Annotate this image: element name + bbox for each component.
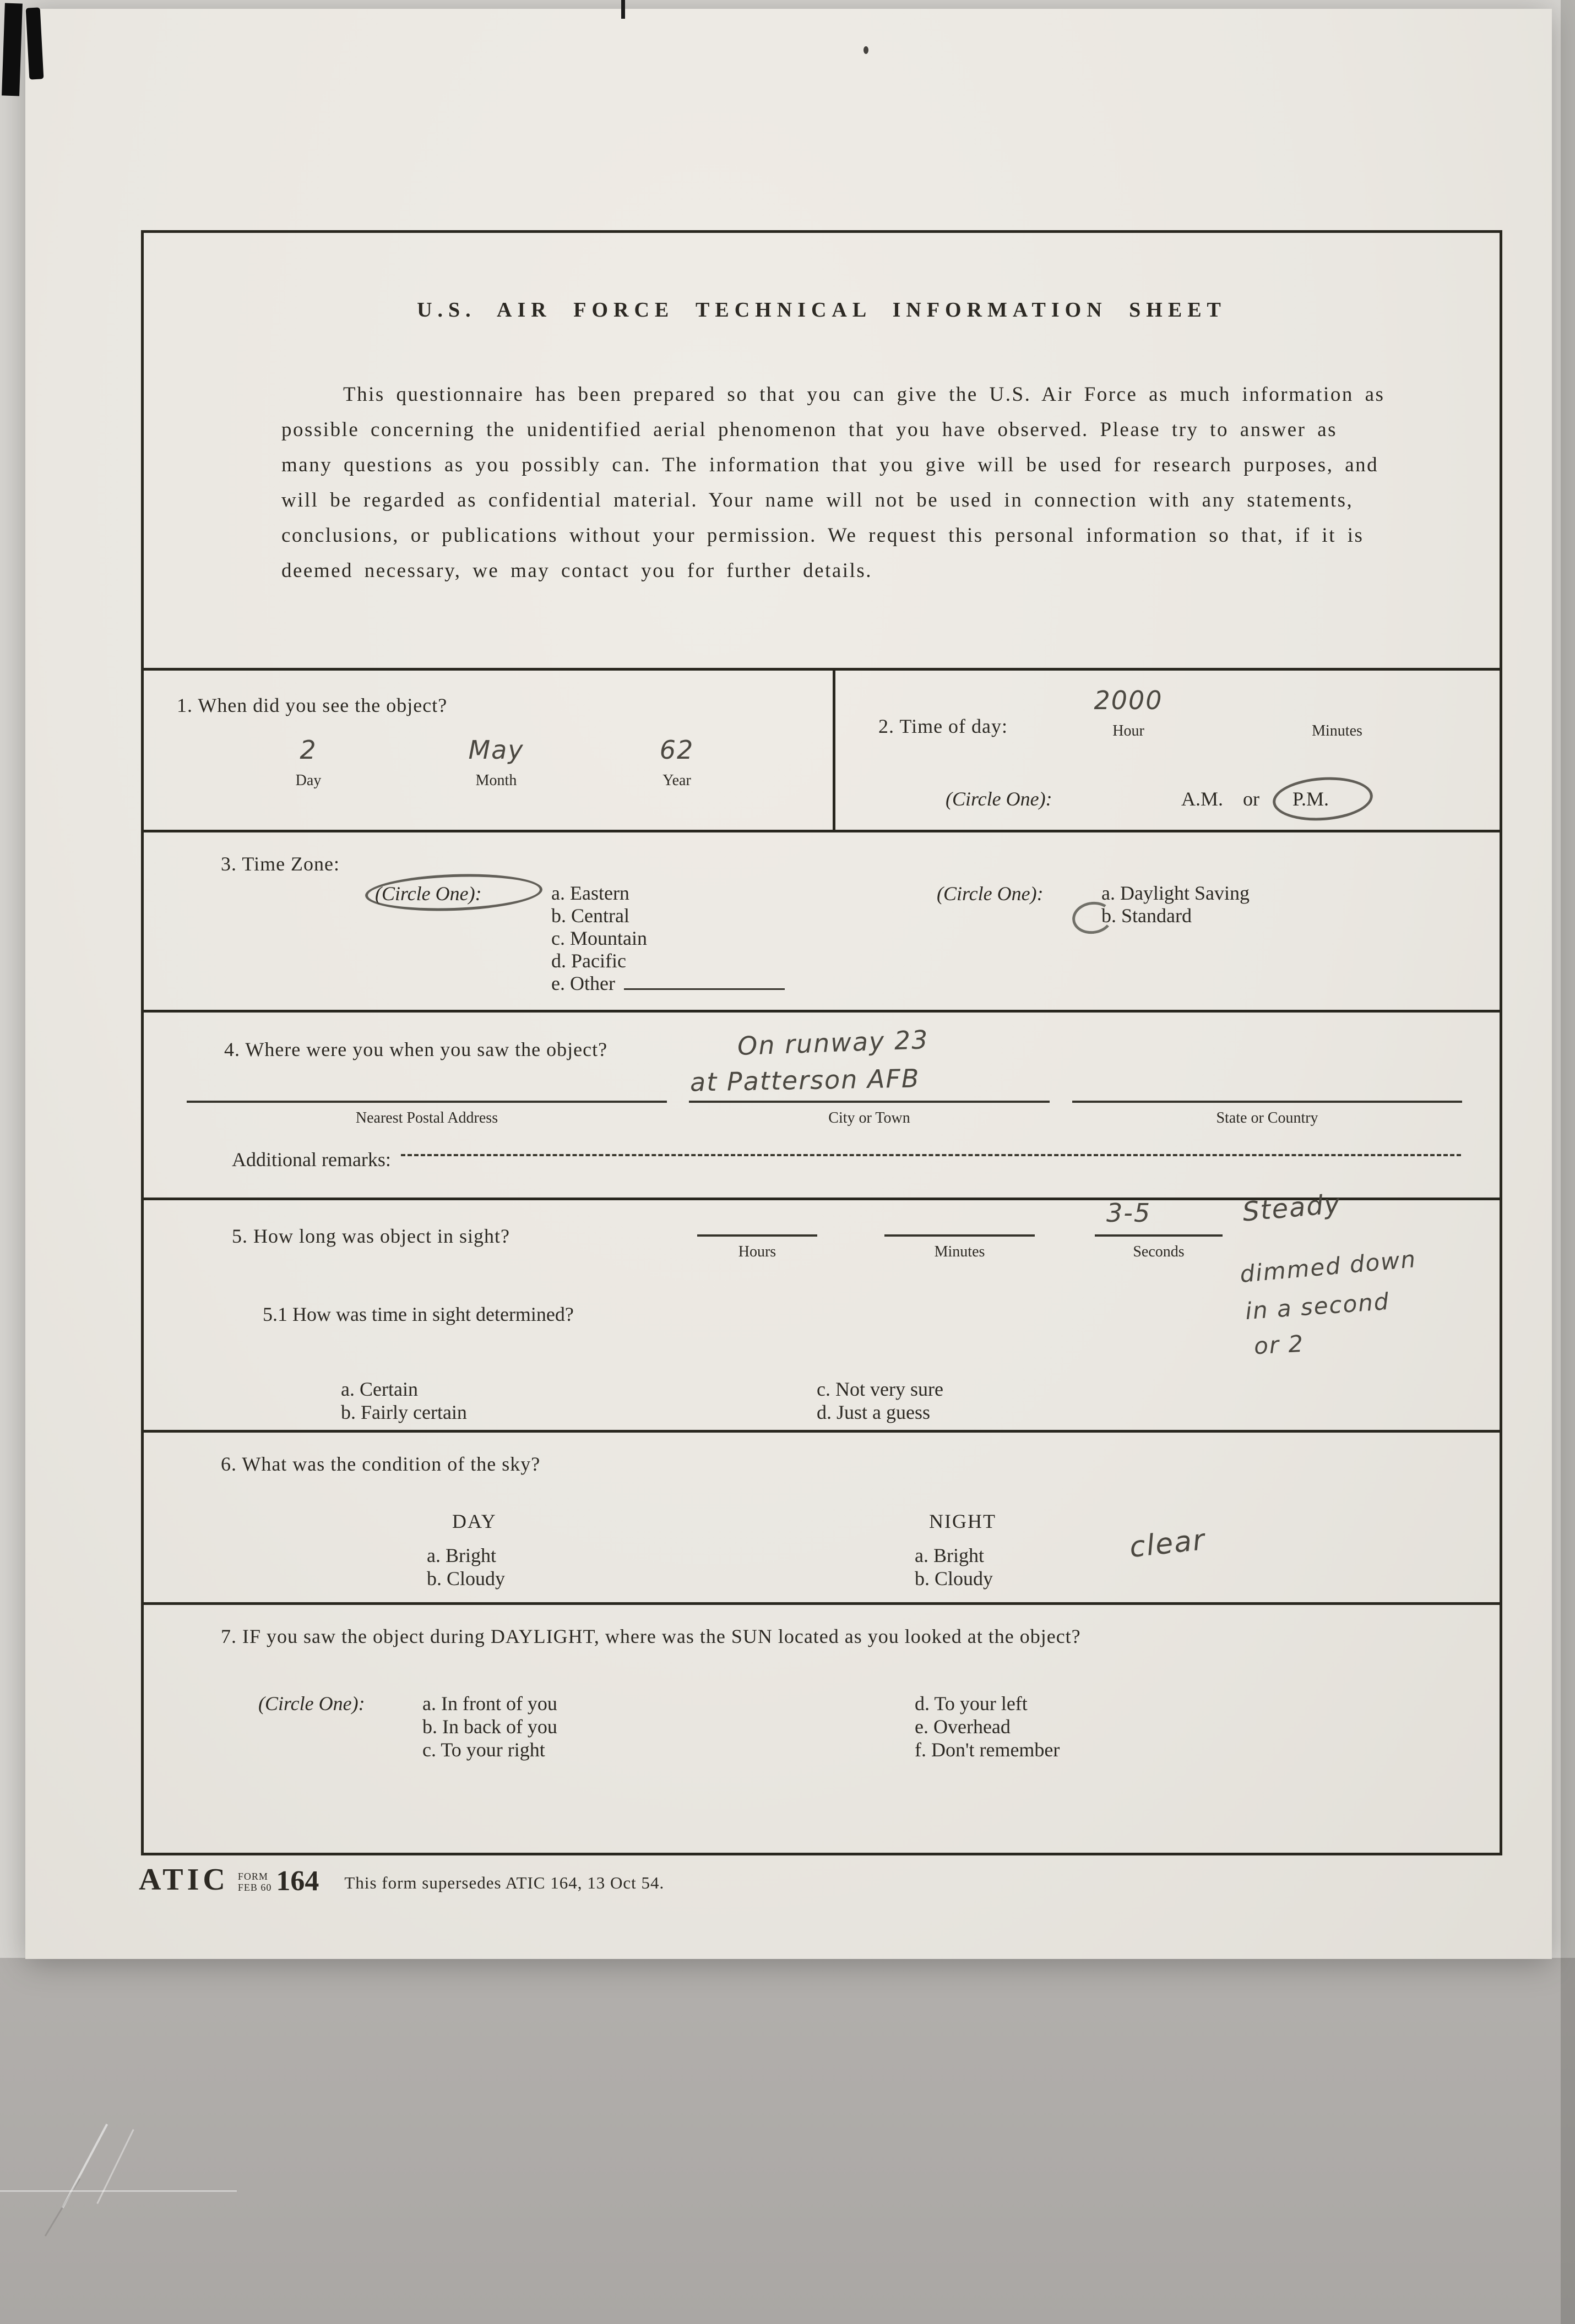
handwritten-note-line2: in a second <box>1244 1287 1391 1325</box>
night-column-header: NIGHT <box>929 1510 996 1532</box>
footer-form-number: 164 <box>276 1865 319 1897</box>
address-field-label: Nearest Postal Address <box>355 1109 498 1126</box>
option-fairly-certain: b. Fairly certain <box>341 1401 467 1423</box>
day-option-cloudy: b. Cloudy <box>427 1568 506 1590</box>
timezone-option-pacific: d. Pacific <box>551 950 626 972</box>
minutes-underline <box>884 1234 1035 1237</box>
minutes-field <box>1274 683 1400 740</box>
state-underline <box>1072 1101 1462 1103</box>
night-option-cloudy: b. Cloudy <box>915 1568 993 1590</box>
location-handwritten-line1: On runway 23 <box>737 1024 930 1062</box>
footer-form-word: FORM <box>237 1871 268 1882</box>
seconds-underline <box>1095 1234 1223 1237</box>
timezone-option-central: b. Central <box>551 905 629 927</box>
circle-one-instruction: (Circle One): <box>946 788 1052 810</box>
option-dont-remember: f. Don't remember <box>915 1739 1060 1761</box>
city-underline <box>689 1101 1050 1103</box>
minutes-handwritten-value <box>1274 683 1400 718</box>
option-just-a-guess: d. Just a guess <box>817 1401 930 1423</box>
month-field <box>406 732 586 790</box>
timezone-options <box>551 882 785 995</box>
question-1-cell <box>144 671 835 830</box>
question-3-section <box>144 832 1500 1013</box>
paper-crease <box>96 2129 134 2204</box>
option-overhead: e. Overhead <box>915 1716 1011 1738</box>
question-3-label: 3. Time Zone: <box>221 853 340 875</box>
option-in-front: a. In front of you <box>422 1692 557 1715</box>
question-7-section <box>144 1605 1500 1853</box>
form-footer <box>139 1862 664 1897</box>
city-field-label: City or Town <box>828 1109 910 1126</box>
scan-artifact-blob <box>2 3 23 96</box>
minutes-field-label: Minutes <box>934 1243 985 1260</box>
option-not-very-sure: c. Not very sure <box>817 1378 943 1400</box>
circle-one-instruction: (Circle One): <box>258 1692 365 1715</box>
paper-crease <box>45 2178 80 2236</box>
hour-field-label: Hour <box>1112 722 1144 739</box>
scan-edge-shadow <box>1561 0 1575 2324</box>
additional-remarks-row <box>232 1148 1461 1171</box>
time-handwritten-value: 2000 <box>1094 685 1163 715</box>
sun-position-options-right <box>915 1692 1060 1761</box>
footer-form-date: FEB 60 <box>237 1882 272 1893</box>
night-option-bright: a. Bright <box>915 1544 984 1566</box>
hour-field <box>1055 683 1202 740</box>
paper-crease <box>0 2190 237 2192</box>
certainty-options-left <box>341 1378 467 1424</box>
scan-artifact-tick <box>621 0 625 19</box>
footer-form-stack <box>238 1871 272 1893</box>
other-underline <box>624 988 785 990</box>
day-handwritten-value: 2 <box>300 735 317 765</box>
or-text: or <box>1243 788 1259 810</box>
handwritten-note-line1: dimmed down <box>1239 1245 1418 1288</box>
day-field-label: Day <box>295 772 322 789</box>
year-field <box>616 732 737 790</box>
circle-one-instruction: (Circle One): <box>937 883 1044 905</box>
location-handwritten-line2: at Patterson AFB <box>689 1063 920 1097</box>
option-certain: a. Certain <box>341 1378 418 1400</box>
form-border-box <box>141 230 1502 1855</box>
question-5-section <box>144 1188 1500 1433</box>
question-4-section <box>144 1013 1500 1200</box>
question-6-section <box>144 1433 1500 1605</box>
question-5-label: 5. How long was object in sight? <box>232 1225 510 1247</box>
day-column-header: DAY <box>452 1510 497 1532</box>
question-4-label: 4. Where were you when you saw the object? <box>224 1038 608 1060</box>
day-option-bright: a. Bright <box>427 1544 496 1566</box>
option-in-back: b. In back of you <box>422 1716 557 1738</box>
form-header-section <box>144 233 1500 671</box>
hours-underline <box>697 1234 817 1237</box>
additional-remarks-label: Additional remarks: <box>232 1149 391 1171</box>
year-handwritten-value: 62 <box>659 735 694 765</box>
option-to-right: c. To your right <box>422 1739 545 1761</box>
state-field-label: State or Country <box>1216 1109 1318 1126</box>
option-to-left: d. To your left <box>915 1692 1028 1715</box>
seconds-field-label: Seconds <box>1133 1243 1185 1260</box>
footer-agency: ATIC <box>139 1863 229 1897</box>
night-sky-options <box>915 1544 993 1590</box>
option-standard: b. Standard <box>1101 905 1192 927</box>
seconds-handwritten-value: 3-5 <box>1106 1198 1152 1228</box>
scan-artifact-dot <box>863 46 868 54</box>
footer-supersedes-note: This form supersedes ATIC 164, 13 Oct 54. <box>344 1873 665 1892</box>
timezone-option-mountain: c. Mountain <box>551 927 647 949</box>
address-underline <box>187 1101 667 1103</box>
day-sky-options <box>427 1544 505 1590</box>
pm-circled-mark <box>1272 774 1375 824</box>
timezone-option-eastern: a. Eastern <box>551 882 629 904</box>
circle-one-instruction: (Circle One): <box>375 883 482 905</box>
sky-handwritten-answer: clear <box>1128 1523 1208 1565</box>
question-7-label: 7. IF you saw the object during DAYLIGHT, where was the SUN located as you looked at the object? <box>221 1625 1081 1647</box>
sun-position-options-left <box>422 1692 557 1761</box>
handwritten-note-steady: Steady <box>1241 1188 1343 1228</box>
timezone-circled-mark <box>365 871 543 913</box>
day-field <box>241 732 376 790</box>
am-option: A.M. <box>1181 788 1224 810</box>
question-2-cell <box>835 671 1500 830</box>
option-daylight-saving: a. Daylight Saving <box>1101 882 1250 904</box>
hours-field-label: Hours <box>738 1243 776 1260</box>
remarks-dashed-line <box>401 1154 1461 1156</box>
question-5-1-label: 5.1 How was time in sight determined? <box>263 1303 574 1325</box>
form-intro-paragraph: This questionnaire has been prepared so that you can give the U.S. Air Force as much information as possible concerning the unidentified aerial phenomenon that you have observed. Please try to answer as many questions as you possibly can. The information that you give will be used for research purposes, and will be regarded as confidential material. Your name will not be used in connection with any statements, conclusions, or publications without your permission. We request this personal information so that, if it is deemed necessary, we may contact you for further details. <box>281 383 1385 582</box>
question-6-label: 6. What was the condition of the sky? <box>221 1453 541 1475</box>
pm-option: P.M. <box>1292 788 1329 810</box>
form-title: U.S. AIR FORCE TECHNICAL INFORMATION SHEET <box>417 298 1226 322</box>
minutes-field-label: Minutes <box>1312 722 1362 739</box>
certainty-options-right <box>817 1378 943 1424</box>
month-handwritten-value: May <box>468 735 524 765</box>
month-field-label: Month <box>475 772 517 789</box>
year-field-label: Year <box>662 772 691 789</box>
question-2-label: 2. Time of day: <box>878 715 1008 737</box>
handwritten-note-line3: or 2 <box>1253 1330 1305 1360</box>
question-1-label: 1. When did you see the object? <box>177 694 448 716</box>
daylight-saving-options <box>1101 882 1250 927</box>
timezone-option-other: e. Other <box>551 972 785 995</box>
question-1-2-section <box>144 671 1500 832</box>
